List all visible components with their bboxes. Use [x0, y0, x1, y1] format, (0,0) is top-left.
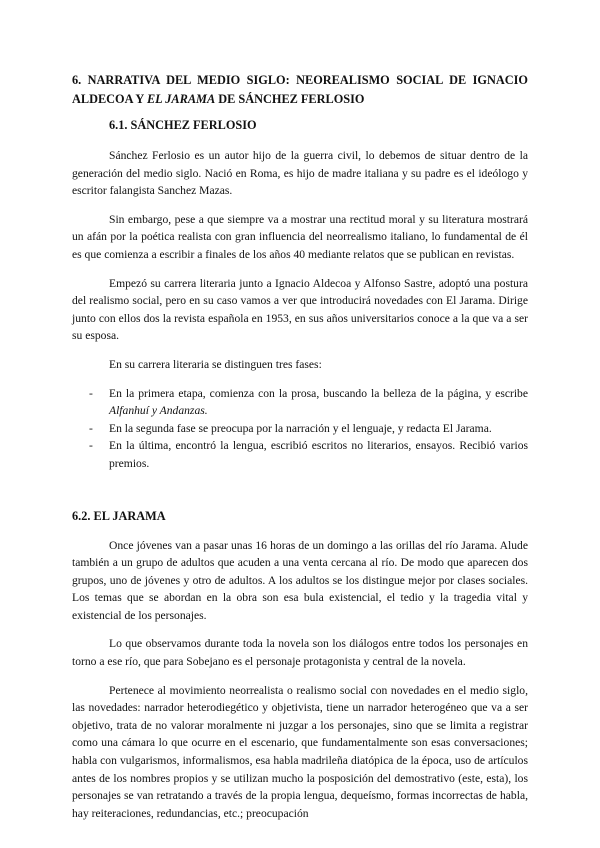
phase-item-3 [72, 437, 528, 472]
section-1-paragraph-2: Sin embargo, pese a que siempre va a mostrar una rectitud moral y su literatura mostrará un afán por la poética realista con gran influencia del neorrealismo italiano, lo fundamental de él es que comienza a escribir a finales de los años 40 mediante relatos que se publican en revistas. [72, 212, 528, 261]
chapter-heading-part2: DE SÁNCHEZ FERLOSIO [215, 92, 365, 106]
section-1-title: 6.1. SÁNCHEZ FERLOSIO [109, 118, 257, 132]
chapter-heading-italic: EL JARAMA [146, 92, 216, 106]
phase-item-1 [72, 385, 528, 420]
phase-item-1-text: En la primera etapa, comienza con la prosa, buscando la belleza de la página, y escribe [109, 386, 528, 400]
section-2-title: 6.2. EL JARAMA [72, 508, 166, 523]
phases-list [72, 385, 528, 473]
section-2-paragraph-2: Lo que observamos durante toda la novela son los diálogos entre todos los personajes en torno a ese río, que para Sobejano es el personaje protagonista y central de la novela. [72, 637, 528, 669]
list-dash: - [89, 386, 93, 400]
phase-item-3-text: En la última, encontró la lengua, escribió escritos no literarios, ensayos. Recibió varios premios. [109, 439, 528, 470]
phase-item-1-italic: Alfanhuí y Andanzas. [109, 404, 208, 418]
list-dash: - [89, 439, 93, 453]
section-1-paragraph-3: Empezó su carrera literaria junto a Ignacio Aldecoa y Alfonso Sastre, adoptó una postura del realismo social, pero en su caso vamos a ver que introducirá novedades con El Jarama. Dirige junto con ellos dos la revista española en 1953, en sus años universitarios conoce a la que va a ser su esposa. [72, 276, 528, 343]
chapter-heading-part1: 6. NARRATIVA DEL MEDIO SIGLO: NEOREALISMO SOCIAL DE IGNACIO ALDECOA Y [72, 73, 528, 106]
section-2-paragraph-3: Pertenece al movimiento neorrealista o realismo social con novedades en el medio siglo, las novedades: narrador heterodiegético y objetivista, tiene un narrador heterogéneo que va a ser objetivo, trata de no valorar moralmente ni juzgar a los personajes, sino que se limita a registrar como una cámara lo que ocurre en el escenario, que fundamentalmente son esas conversaciones; habla con vulgarismos, informalismos, esa habla madrileña diatópica de la época, uso de artículos antes de los nombres propios y se utilizan mucho la posposición del demostrativo (este, esta), los personajes se van retratando a través de la propia lengua, dequeísmo, formas incorrectas de habla, hay reiteraciones, redundancias, etc.; preocupación [72, 683, 528, 820]
section-1-paragraph-1: Sánchez Ferlosio es un autor hijo de la guerra civil, lo debemos de situar dentro de la generación del medio siglo. Nació en Roma, es hijo de madre italiana y su padre es el ideólogo y escritor falangista Sanchez Mazas. [72, 149, 528, 198]
phase-item-2-text: En la segunda fase se preocupa por la narración y el lenguaje, y redacta El Jarama. [109, 421, 492, 435]
section-2-paragraph-1: Once jóvenes van a pasar unas 16 horas de un domingo a las orillas del río Jarama. Alude también a un grupo de adultos que acuden a una venta cercana al río. De modo que aparecen dos grupos, uno de jóvenes y otro de adultos. A los adultos se los distingue mejor por clases sociales. Los temas que se abordan en la obra son esa bula existencial, el tedio y la tragedia vital y existencial de los personajes. [72, 538, 528, 622]
list-dash: - [89, 421, 93, 435]
chapter-heading [72, 71, 528, 109]
phase-item-2 [72, 420, 528, 438]
section-1-paragraph-4: En su carrera literaria se distinguen tres fases: [109, 357, 322, 371]
